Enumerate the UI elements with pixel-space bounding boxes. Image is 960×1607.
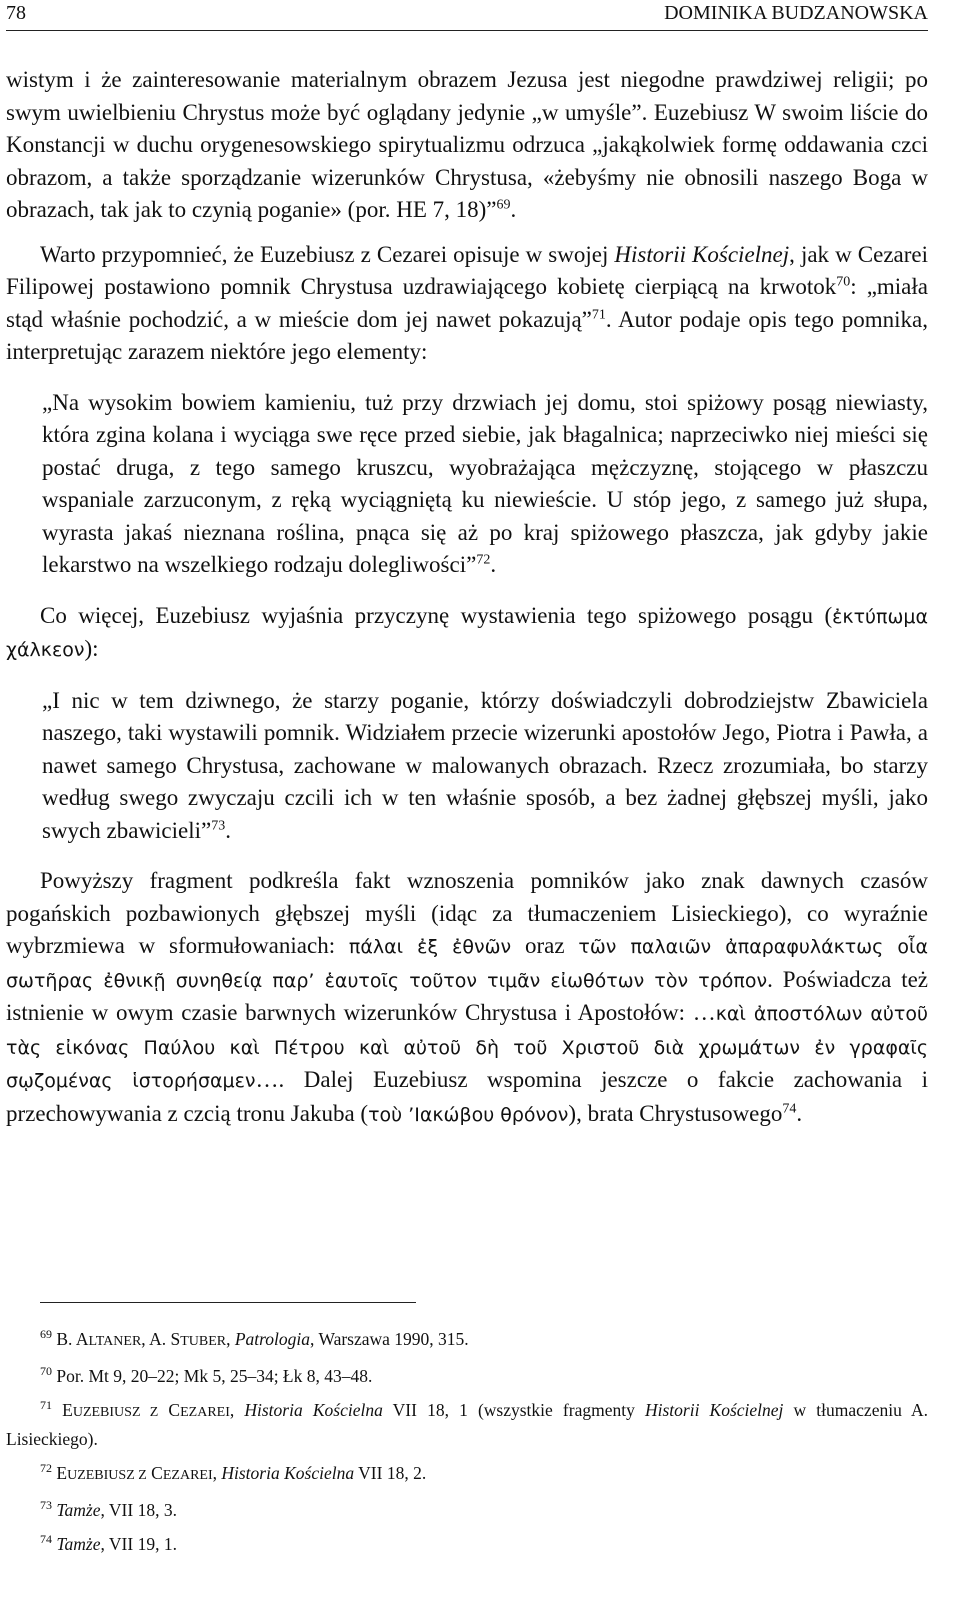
paragraph-4: [6, 865, 928, 1131]
greek-phrase: καὶ ἀποστόλων αὐτοῦ τὰς εἰκόνας Παύλου καὶ Πέτρου καὶ αὐτοῦ δὴ τοῦ Χριστοῦ διὰ χρωμάτων ἐν γραφαῖς σῳζομένας ἱστορήσαμεν: [6, 1003, 928, 1092]
footnote-text: , Warszawa 1990, 315.: [310, 1329, 469, 1349]
footnote-text: ,: [212, 1463, 222, 1483]
footnote-number: 69: [40, 1327, 52, 1342]
footnote-text: , VII 18, 3.: [100, 1500, 177, 1520]
footnote-text: Por. Mt 9, 20–22; Mk 5, 25–34; Łk 8, 43–48.: [56, 1366, 373, 1386]
footnote-title: Historia Kościelna: [221, 1463, 355, 1483]
paragraph-4-text-b: oraz: [511, 933, 579, 958]
footnote-ref-71[interactable]: 71: [591, 306, 606, 322]
block-quote-1-end: .: [490, 552, 497, 577]
paragraph-2-title: Historii Kościelnej: [614, 241, 790, 267]
author-first-name: DOMINIKA: [664, 2, 767, 24]
footnote-text: VII 18, 1 (wszystkie fragmenty: [382, 1400, 645, 1420]
paragraph-4-text-c: . Poświadcza też istnienie w owym czasie barwnych wizerunków Chrystusa i Apostołów: …: [6, 966, 928, 1025]
footnote-author-smallcaps: UZEBIUSZ Z: [67, 1468, 147, 1483]
footnote-ref-74[interactable]: 74: [782, 1100, 797, 1116]
footnote-number: 72: [40, 1461, 52, 1476]
footnote-title: Historia Kościelna: [244, 1400, 383, 1420]
author-last-name: BUDZANOWSKA: [771, 2, 928, 24]
block-quote-2-text: „I nic w tem dziwnego, że starzy poganie, którzy doświadczyli dobrodziejstw Zbawiciela naszego, taki wystawili pomnik. Widziałem przecie wizerunki apostołów Jego, Piotra i Pawła, a nawet samego Chrystusa, zachowane w malowanych obrazach. Rzecz zrozumiała, bo starzy według swego zwyczaju czcili ich w ten właśnie sposób, a bez żadnej głębszej myśli, jako swych zbawicieli”: [42, 687, 928, 843]
footnote-ref-70[interactable]: 70: [836, 274, 851, 290]
paragraph-4-text-e: ), brata Chrystusowego: [568, 1100, 783, 1126]
block-quote-2-end: .: [225, 817, 231, 843]
paragraph-2-text-d: . Autor podaje opis tego pomnika, interpretując zarazem niektóre jego elementy:: [6, 306, 928, 364]
greek-phrase: πάλαι ἐξ ἐθνῶν: [348, 936, 512, 958]
paragraph-2: [6, 239, 928, 369]
footnote-author-smallcaps: TUBER: [180, 1334, 227, 1349]
footnote-author: E: [62, 1400, 73, 1420]
footnote-author: , A. S: [141, 1329, 181, 1349]
footnote-author: C: [146, 1463, 163, 1483]
footnote-separator: [40, 1302, 416, 1303]
footnote-author-smallcaps: EZAREI: [162, 1468, 213, 1483]
footnote-number: 71: [40, 1398, 52, 1413]
footnote-ref-69[interactable]: 69: [496, 197, 511, 213]
footnote-number: 74: [40, 1532, 52, 1547]
footnote-text: w tłumaczeniu A. Lisieckiego).: [6, 1400, 928, 1449]
greek-phrase: ἐκτύπωμα χάλκεον: [6, 605, 928, 661]
footnote-number: 73: [40, 1498, 52, 1513]
footnote-author: B. A: [56, 1329, 89, 1349]
footnote-author: E: [56, 1463, 68, 1483]
paragraph-4-text-a: Powyższy fragment podkreśla fakt wznoszenia pomników jako znak dawnych czasów pogańskich pozbawionych głębszej myśli (idąc za tłumaczeniem Lisieckiego), co wyraźnie wybrzmiewa w sformułowaniach:: [6, 868, 928, 958]
paragraph-1-text: wistym i że zainteresowanie materialnym obrazem Jezusa jest niegodne prawdziwej religii; po swym uwielbieniu Chrystus może być oglądany jedynie „w umyśle”. Euzebiusz W swoim liście do Konstancji w duchu orygenesowskiego spirytualizmu odrzuca „jakąkolwiek formę oddawania czci obrazom, a także sporządzanie wizerunków Chrystusa, «żebyśmy nie obnosili naszego Boga w obrazach, tak jak to czynią poganie» (por. HE 7, 18)”: [6, 67, 928, 222]
footnote-text: VII 18, 2.: [354, 1463, 427, 1483]
paragraph-3-text-b: ):: [84, 636, 99, 661]
paragraph-2-text-c: : „miała stąd właśnie pochodzić, a w mieście dom jej nawet pokazują”: [6, 274, 928, 332]
greek-phrase: τῶν παλαιῶν ἀπαραφυλάκτως οἷα σωτῆρας ἐθνικῇ συνηθείᾳ παρ’ ἑαυτοῖς τοῦτον τιμᾶν εἰωθότων τὸν τρόπον: [6, 936, 928, 992]
footnote-title: Historii Kościelnej: [644, 1400, 784, 1420]
footnote-71: [6, 1397, 928, 1452]
footnote-72: [6, 1460, 928, 1489]
footnote-text: ,: [229, 1400, 245, 1420]
page-header: [6, 2, 928, 28]
paragraph-3-text-a: Co więcej, Euzebiusz wyjaśnia przyczynę wystawienia tego spiżowego posągu (: [40, 602, 833, 628]
footnote-text: , VII 19, 1.: [100, 1534, 177, 1554]
block-quote-1-text: „Na wysokim bowiem kamieniu, tuż przy drzwiach jej domu, stoi spiżowy posąg niewiasty, która zgina kolana i wyciąga swe ręce przed siebie, jak błagalnica; naprzeciwko niej mieści się postać druga, z tego samego kruszcu, wyobrażająca mężczyznę, stojącego w płaszczu wspaniale zarzuconym, z ręką wyciągniętą ku niewieście. U stóp jego, z samego już słupa, wyrasta jakaś nieznana roślina, pnąca się aż po kraj spiżowego płaszcza, jak gdyby jakie lekarstwo na wszelkiego rodzaju dolegliwości”: [42, 389, 928, 577]
footnote-73: [6, 1497, 928, 1523]
paragraph-1-end: .: [510, 197, 517, 222]
footnote-title: Tamże: [56, 1500, 101, 1520]
footnote-ref-73[interactable]: 73: [211, 817, 226, 833]
footnote-title: Tamże: [56, 1534, 101, 1554]
paragraph-2-text-a: Warto przypomnieć, że Euzebiusz z Cezarei opisuje w swojej: [40, 241, 615, 267]
footnote-author-smallcaps: UZEBIUSZ Z: [72, 1405, 159, 1420]
block-quote-1: [42, 387, 928, 582]
main-text: [6, 64, 928, 1131]
page-number: 78: [6, 2, 26, 24]
footnote-author-smallcaps: LTANER: [88, 1334, 142, 1349]
paragraph-2-text-b: , jak w Cezarei Filipowej postawiono pomnik Chrystusa uzdrawiającego kobietę cierpiącą na krwotok: [6, 241, 928, 299]
footnote-title: Patrologia: [234, 1329, 311, 1349]
greek-phrase: τοὺ ’Ιακώβου θρόνον: [368, 1103, 569, 1126]
header-rule: [6, 30, 928, 31]
paragraph-3: [6, 600, 928, 667]
footnote-69: $^{69}$ B. ALTANER, A. STUBER, Patrologia, Warszawa 1990, 315.: [40, 1327, 469, 1349]
running-head-author: [664, 2, 928, 25]
footnote-70: [6, 1363, 928, 1389]
footnote-74: [6, 1531, 928, 1557]
paragraph-1: [6, 64, 928, 227]
paragraph-4-text-d: …. Dalej Euzebiusz wspomina jeszcze o fakcie zachowania i przechowywania z czcią tronu Jakuba (: [6, 1067, 928, 1126]
footnote-author-smallcaps: EZAREI: [180, 1405, 230, 1420]
footnote-author: C: [158, 1400, 181, 1420]
footnotes: [6, 1326, 928, 1565]
block-quote-2: [42, 685, 928, 848]
paragraph-4-end: .: [796, 1100, 803, 1126]
footnote-ref-72[interactable]: 72: [476, 552, 491, 568]
footnote-number: 70: [40, 1364, 52, 1379]
